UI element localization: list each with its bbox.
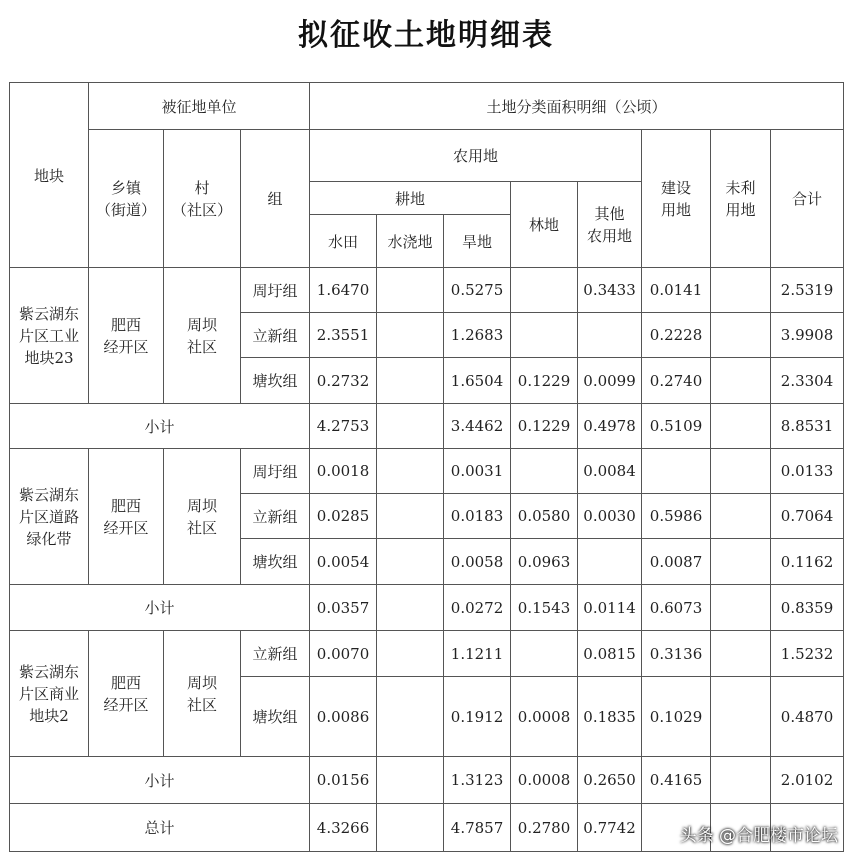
- table-cell-value: [377, 268, 444, 313]
- grand-total-label: 总计: [10, 804, 310, 852]
- table-cell-value: 0.7064: [771, 494, 844, 539]
- header-village: 村 （社区）: [164, 130, 241, 268]
- town-cell: 肥西 经开区: [89, 449, 164, 585]
- table-cell-value: 0.0183: [444, 494, 511, 539]
- header-group: 组: [241, 130, 310, 268]
- table-cell-value: 0.8359: [771, 585, 844, 631]
- subtotal-row: [10, 757, 844, 804]
- table-cell-value: 4.7857: [444, 804, 511, 852]
- plot-cell: 紫云湖东 片区工业 地块23: [10, 268, 89, 404]
- table-cell-value: 0.5109: [642, 404, 711, 449]
- table-cell-value: 0.0084: [578, 449, 642, 494]
- table-cell-value: 0.1162: [771, 539, 844, 585]
- table-row: [10, 268, 844, 313]
- table-cell-value: [377, 494, 444, 539]
- table-cell-value: 0.4978: [578, 404, 642, 449]
- table-cell-value: 2.0102: [771, 757, 844, 804]
- table-cell-value: [377, 585, 444, 631]
- table-cell-value: 0.0030: [578, 494, 642, 539]
- table-cell-value: 0.0141: [642, 268, 711, 313]
- table-cell-value: [511, 313, 578, 358]
- table-cell-value: 1.6470: [310, 268, 377, 313]
- table-cell-value: 0.0156: [310, 757, 377, 804]
- table-cell-value: [377, 404, 444, 449]
- table-cell-value: 1.1211: [444, 631, 511, 677]
- table-cell-value: [377, 358, 444, 404]
- table-cell-value: 0.2650: [578, 757, 642, 804]
- table-cell-value: 3.9908: [771, 313, 844, 358]
- table-cell-value: 0.1229: [511, 358, 578, 404]
- table-row: [10, 631, 844, 677]
- table-cell-value: 0.0114: [578, 585, 642, 631]
- table-cell-value: 0.0018: [310, 449, 377, 494]
- table-cell-value: 0.0008: [511, 757, 578, 804]
- table-cell-value: 0.2780: [511, 804, 578, 852]
- table-cell-value: 0.1912: [444, 677, 511, 757]
- table-cell-value: [642, 449, 711, 494]
- table-cell-value: [511, 631, 578, 677]
- table-cell-value: 0.0815: [578, 631, 642, 677]
- table-cell-value: 0.4870: [771, 677, 844, 757]
- table-cell-value: 0.0580: [511, 494, 578, 539]
- table-cell-value: [711, 494, 771, 539]
- table-cell-value: [377, 313, 444, 358]
- header-forest: 林地: [511, 182, 578, 268]
- table-cell-value: 0.0963: [511, 539, 578, 585]
- table-cell-value: [711, 677, 771, 757]
- table-cell-value: 8.8531: [771, 404, 844, 449]
- table-cell-value: 0.3136: [642, 631, 711, 677]
- subtotal-label: 小计: [10, 404, 310, 449]
- table-cell-value: 0.6073: [642, 585, 711, 631]
- village-cell: 周坝 社区: [164, 449, 241, 585]
- table-cell-value: 0.3433: [578, 268, 642, 313]
- table-row: [10, 449, 844, 494]
- group-cell: 立新组: [241, 313, 310, 358]
- header-paddy: 水田: [310, 215, 377, 268]
- table-cell-value: [711, 313, 771, 358]
- table-cell-value: 0.2740: [642, 358, 711, 404]
- table-cell-value: 0.0357: [310, 585, 377, 631]
- table-cell-value: 0.0070: [310, 631, 377, 677]
- table-cell-value: 1.5232: [771, 631, 844, 677]
- table-cell-value: 4.2753: [310, 404, 377, 449]
- group-cell: 周圩组: [241, 449, 310, 494]
- header-unused: 未利 用地: [711, 130, 771, 268]
- table-cell-value: [377, 539, 444, 585]
- group-cell: 塘坎组: [241, 677, 310, 757]
- table-cell-value: 0.4165: [642, 757, 711, 804]
- table-cell-value: 0.2228: [642, 313, 711, 358]
- table-cell-value: 0.0058: [444, 539, 511, 585]
- table-cell-value: 0.0099: [578, 358, 642, 404]
- group-cell: 立新组: [241, 631, 310, 677]
- watermark: 头条 @合肥楼市论坛: [679, 826, 838, 846]
- table-cell-value: [711, 449, 771, 494]
- table-cell-value: [711, 404, 771, 449]
- table-cell-value: 0.1543: [511, 585, 578, 631]
- table-cell-value: [578, 539, 642, 585]
- plot-cell: 紫云湖东 片区商业 地块2: [10, 631, 89, 757]
- group-cell: 塘坎组: [241, 539, 310, 585]
- table-cell-value: [711, 631, 771, 677]
- village-cell: 周坝 社区: [164, 631, 241, 757]
- table-cell-value: [711, 268, 771, 313]
- table-cell-value: 0.0272: [444, 585, 511, 631]
- table-cell-value: 0.1229: [511, 404, 578, 449]
- header-irrigated: 水浇地: [377, 215, 444, 268]
- group-cell: 塘坎组: [241, 358, 310, 404]
- header-plot: 地块: [10, 83, 89, 268]
- table-cell-value: [377, 631, 444, 677]
- table-cell-value: 0.1029: [642, 677, 711, 757]
- table-cell-value: 2.3304: [771, 358, 844, 404]
- table-cell-value: 0.5986: [642, 494, 711, 539]
- table-cell-value: 2.5319: [771, 268, 844, 313]
- table-cell-value: 0.5275: [444, 268, 511, 313]
- table-cell-value: 0.0031: [444, 449, 511, 494]
- table-cell-value: 0.0133: [771, 449, 844, 494]
- table-cell-value: 1.6504: [444, 358, 511, 404]
- table-cell-value: [578, 313, 642, 358]
- table-cell-value: [711, 539, 771, 585]
- group-cell: 周圩组: [241, 268, 310, 313]
- table-cell-value: 0.7742: [578, 804, 642, 852]
- table-cell-value: [711, 757, 771, 804]
- table-cell-value: [511, 268, 578, 313]
- header-construction: 建设 用地: [642, 130, 711, 268]
- table-cell-value: 2.3551: [310, 313, 377, 358]
- table-cell-value: 0.0008: [511, 677, 578, 757]
- header-cultivated: 耕地: [310, 182, 511, 215]
- town-cell: 肥西 经开区: [89, 268, 164, 404]
- header-dry: 旱地: [444, 215, 511, 268]
- table-cell-value: 0.0087: [642, 539, 711, 585]
- table-cell-value: [377, 804, 444, 852]
- page-title: 拟征收土地明细表: [298, 18, 554, 53]
- table-cell-value: 0.1835: [578, 677, 642, 757]
- subtotal-row: [10, 585, 844, 631]
- table-cell-value: [377, 449, 444, 494]
- table-cell-value: 0.2732: [310, 358, 377, 404]
- table-cell-value: 0.0054: [310, 539, 377, 585]
- village-cell: 周坝 社区: [164, 268, 241, 404]
- header-other-agri: 其他 农用地: [578, 182, 642, 268]
- table-cell-value: [711, 585, 771, 631]
- table-cell-value: [377, 757, 444, 804]
- table-cell-value: [511, 449, 578, 494]
- land-detail-table: [9, 82, 844, 852]
- header-land-area-detail: 土地分类面积明细（公顷）: [310, 83, 844, 130]
- table-cell-value: 1.3123: [444, 757, 511, 804]
- header-total: 合计: [771, 130, 844, 268]
- header-town: 乡镇 （街道）: [89, 130, 164, 268]
- subtotal-label: 小计: [10, 757, 310, 804]
- table-cell-value: 0.0285: [310, 494, 377, 539]
- header-agricultural: 农用地: [310, 130, 642, 182]
- table-cell-value: 0.0086: [310, 677, 377, 757]
- subtotal-row: [10, 404, 844, 449]
- table-cell-value: 4.3266: [310, 804, 377, 852]
- table-cell-value: 3.4462: [444, 404, 511, 449]
- table-cell-value: [711, 358, 771, 404]
- plot-cell: 紫云湖东 片区道路 绿化带: [10, 449, 89, 585]
- table-cell-value: [377, 677, 444, 757]
- table-cell-value: 1.2683: [444, 313, 511, 358]
- group-cell: 立新组: [241, 494, 310, 539]
- subtotal-label: 小计: [10, 585, 310, 631]
- town-cell: 肥西 经开区: [89, 631, 164, 757]
- header-expropriated-unit: 被征地单位: [89, 83, 310, 130]
